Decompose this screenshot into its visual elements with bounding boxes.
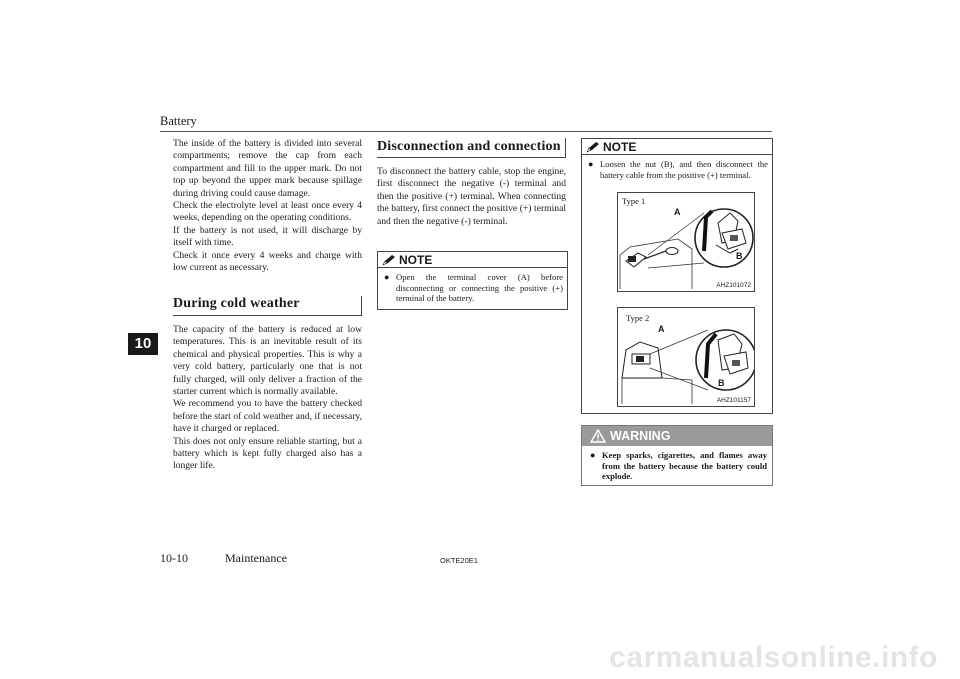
document-code: OKTE20E1: [440, 556, 478, 565]
warning-label: WARNING: [610, 429, 671, 443]
note-pencil-icon: [382, 254, 396, 266]
callout-b: B: [718, 378, 725, 388]
battery-terminal-illustration: [618, 308, 754, 406]
battery-figure-type-1: [617, 192, 755, 292]
figure-type-label: Type 2: [626, 313, 650, 323]
paragraph: If the battery is not used, it will discharge by itself with time.: [173, 224, 362, 249]
note-bullet: [378, 268, 567, 304]
note-text: Loosen the nut (B), and then disconnect the battery cable from the positive (+) terminal.: [600, 159, 768, 180]
left-column: [173, 138, 362, 274]
paragraph: This does not only ensure reliable starting, but a battery which is kept fully charged also has a longer life.: [173, 435, 362, 472]
note-header: [378, 252, 567, 267]
section-rule: [173, 315, 362, 316]
note-label: NOTE: [399, 253, 433, 267]
section-heading-disconnection: Disconnection and connection: [377, 139, 561, 154]
warning-triangle-icon: [590, 429, 606, 443]
paragraph: To disconnect the battery cable, stop the engine, first disconnect the negative (-) terminal and then the positive (+) terminal. When connecting the battery, first connect the positive (+) terminal and then the negative (-) terminal.: [377, 166, 566, 227]
callout-a: A: [658, 324, 665, 334]
bullet-icon: ●: [590, 450, 596, 460]
note-box-terminal-cover: [377, 251, 568, 310]
header-rule: [160, 131, 772, 132]
figure-code: AHZ101072: [716, 282, 751, 289]
note-pencil-icon: [586, 141, 600, 153]
disconnection-text: [377, 166, 566, 228]
cold-weather-text: [173, 324, 362, 473]
figure-type-label: Type 1: [622, 196, 646, 206]
figure-code: AHZ101157: [716, 397, 751, 404]
page-number: 10-10: [160, 551, 188, 565]
section-heading-cold-weather: During cold weather: [173, 296, 300, 311]
section-rule: [565, 138, 566, 158]
footer-section-title: Maintenance: [225, 551, 287, 565]
note-header: [582, 139, 772, 154]
warning-box: [581, 425, 773, 486]
bullet-icon: ●: [588, 159, 594, 169]
note-label: NOTE: [603, 140, 637, 154]
paragraph: The inside of the battery is divided into several compartments; remove the cap from each compartment and fill to the upper mark. Do not top up beyond the upper mark because spillage during driving could cause damage.: [173, 138, 362, 199]
paragraph: The capacity of the battery is reduced at low temperatures. This is an inevitable result of its chemical and physical properties. This is why a very cold battery, particularly one that is not fully charged, will only deliver a fraction of the starter current which is normally available.: [173, 324, 362, 398]
running-header: Battery: [160, 114, 197, 128]
battery-terminal-illustration: [618, 193, 754, 291]
paragraph: Check it once every 4 weeks and charge with low current as necessary.: [173, 249, 362, 274]
paragraph: We recommend you to have the battery checked before the start of cold weather and, if necessary, have it charged or replaced.: [173, 398, 362, 435]
battery-figure-type-2: [617, 307, 755, 407]
bullet-icon: ●: [384, 272, 390, 282]
warning-header: [582, 426, 772, 446]
watermark: carmanualsonline.info: [609, 641, 938, 674]
callout-a: A: [674, 207, 681, 217]
warning-text: Keep sparks, cigarettes, and flames away from the battery because the battery could explode.: [602, 450, 767, 482]
paragraph: Check the electrolyte level at least once every 4 weeks, depending on the operating conditions.: [173, 200, 362, 224]
warning-bullet: [582, 446, 772, 482]
callout-b: B: [736, 251, 743, 261]
section-rule: [377, 157, 566, 158]
section-rule: [361, 296, 362, 316]
chapter-tab: 10: [128, 333, 158, 355]
note-text: Open the terminal cover (A) before disconnecting or connecting the positive (+) terminal of the battery.: [396, 272, 563, 304]
note-bullet: [582, 155, 772, 180]
